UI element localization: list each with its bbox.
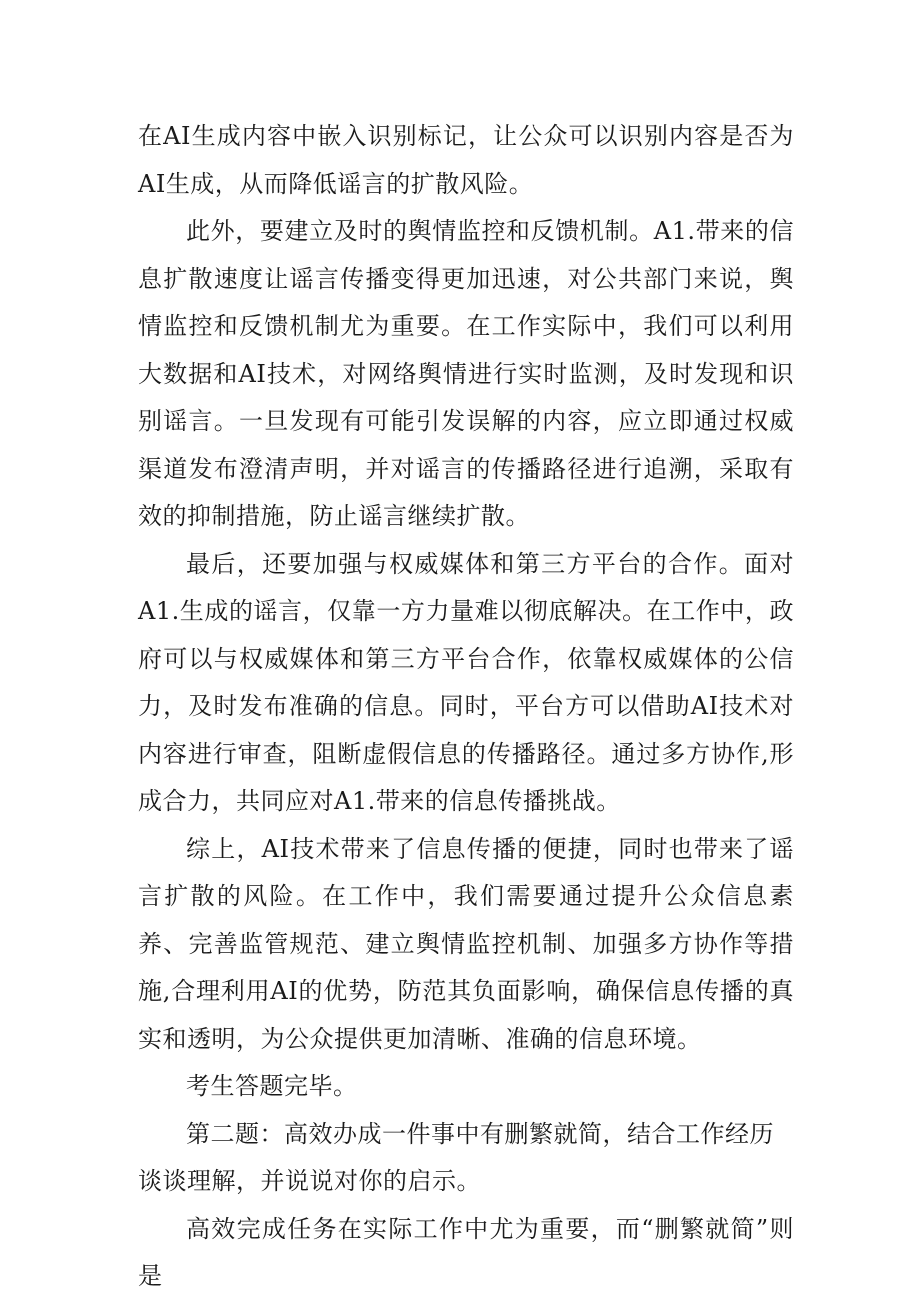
paragraph-cooperation: 最后，还要加强与权威媒体和第三方平台的合作。面对A1.生成的谣言，仅靠一方力量难以彻底解决。在工作中，政府可以与权威媒体和第三方平台合作，依靠权威媒体的公信力，及时发布准确的信息。同时，平台方可以借助AI技术对内容进行审查，阻断虚假信息的传播路径。通过多方协作,形成合力，共同应对A1.带来的信息传播挑战。 — [138, 549, 794, 815]
paragraph-question-two: 第二题：高效办成一件事中有删繁就简，结合工作经历 — [186, 1119, 774, 1148]
document-body — [138, 113, 794, 1301]
paragraph-continuation: 在AI生成内容中嵌入识别标记，让公众可以识别内容是否为AI生成，从而降低谣言的扩散风险。 — [138, 122, 794, 198]
paragraph-question-two-cont: 谈谈理解，并说说对你的启示。 — [138, 1167, 481, 1195]
paragraph-answer-end: 考生答题完毕。 — [186, 1072, 358, 1100]
paragraph-summary: 综上，AI技术带来了信息传播的便捷，同时也带来了谣言扩散的风险。在工作中，我们需要通过提升公众信息素养、完善监管规范、建立舆情监控机制、加强多方协作等措施,合理利用AI的优势，防范其负面影响，确保信息传播的真实和透明，为公众提供更加清晰、准确的信息环境。 — [138, 834, 794, 1053]
paragraph-answer-two-start: 高效完成任务在实际工作中尤为重要，而“删繁就简”则是 — [138, 1214, 794, 1290]
paragraph-monitoring: 此外，要建立及时的舆情监控和反馈机制。A1.带来的信息扩散速度让谣言传播变得更加迅速，对公共部门来说，舆情监控和反馈机制尤为重要。在工作实际中，我们可以利用大数据和AI技术，对网络舆情进行实时监测，及时发现和识别谣言。一旦发现有可能引发误解的内容，应立即通过权威渠道发布澄清声明，并对谣言的传播路径进行追溯，采取有效的抑制措施，防止谣言继续扩散。 — [138, 217, 794, 530]
